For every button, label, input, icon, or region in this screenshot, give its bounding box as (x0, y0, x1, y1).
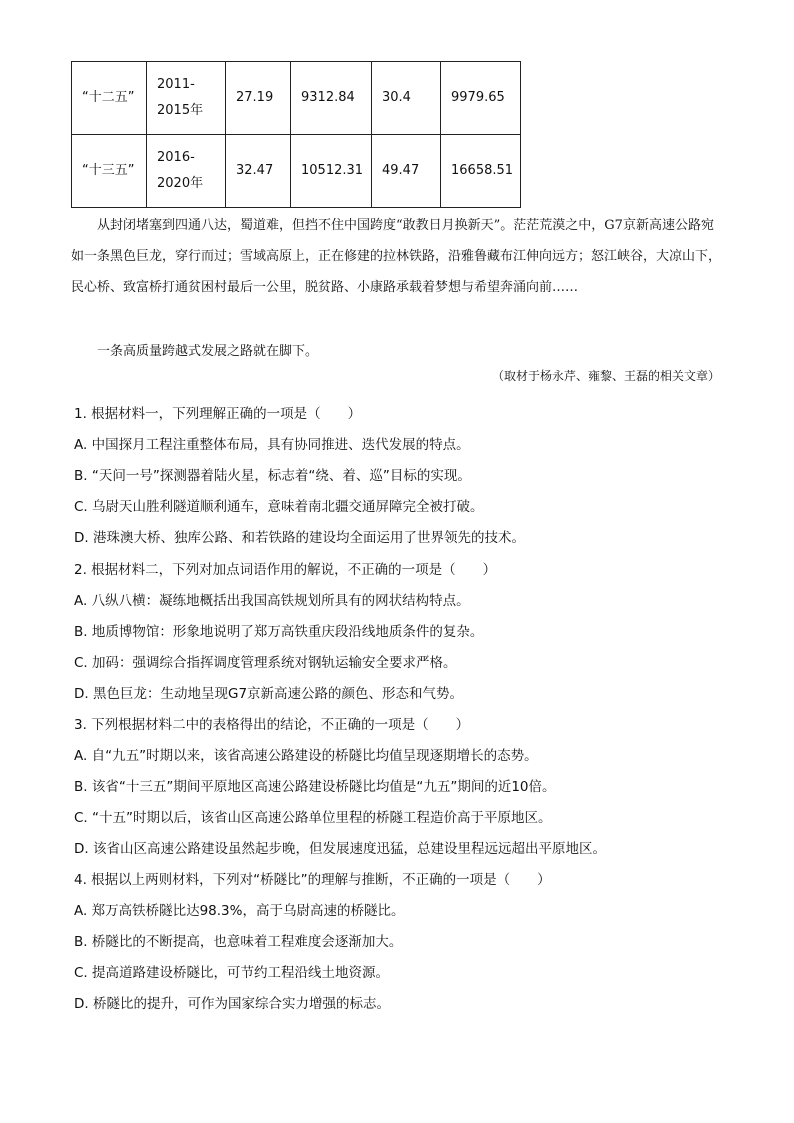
answer-option[interactable]: A. 中国探月工程注重整体布局，具有协同推进、迭代发展的特点。 (74, 437, 470, 453)
table-cell: 27.19 (226, 62, 291, 135)
answer-option[interactable]: A. 自“九五”时期以来，该省高速公路建设的桥隧比均值呈现逐期增长的态势。 (74, 748, 538, 764)
table-cell: “十二五” (72, 62, 147, 135)
table-cell: “十三五” (72, 135, 147, 208)
question-stem: 4. 根据以上两则材料，下列对“桥隧比”的理解与推断，不正确的一项是（ ） (74, 872, 551, 888)
question-stem: 2. 根据材料二，下列对加点词语作用的解说，不正确的一项是（ ） (74, 562, 497, 578)
table-cell: 16658.51 (441, 135, 521, 208)
table-cell: 32.47 (226, 135, 291, 208)
table-cell: 10512.31 (291, 135, 372, 208)
table-cell: 2016-2020年 (147, 135, 226, 208)
data-table (71, 61, 521, 208)
table-row (72, 62, 521, 135)
answer-option[interactable]: D. 黑色巨龙：生动地呈现G7京新高速公路的颜色、形态和气势。 (74, 686, 464, 702)
answer-option[interactable]: B. 桥隧比的不断提高，也意味着工程难度会逐渐加大。 (74, 934, 403, 950)
answer-option[interactable]: C. 加码：强调综合指挥调度管理系统对钢轨运输安全要求严格。 (74, 655, 457, 671)
table-cell: 9979.65 (441, 62, 521, 135)
answer-option[interactable]: C. “十五”时期以后，该省山区高速公路单位里程的桥隧工程造价高于平原地区。 (74, 810, 552, 826)
source-citation: （取材于杨永芹、雍黎、王磊的相关文章） (491, 369, 720, 383)
passage-paragraph: 一条高质量跨越式发展之路就在脚下。 (97, 344, 319, 359)
answer-option[interactable]: D. 港珠澳大桥、独库公路、和若铁路的建设均全面运用了世界领先的技术。 (74, 530, 525, 546)
table-row (72, 135, 521, 208)
answer-option[interactable]: C. 提高道路建设桥隧比，可节约工程沿线土地资源。 (74, 965, 390, 981)
question-stem: 1. 根据材料一，下列理解正确的一项是（ ） (74, 406, 362, 422)
question-stem: 3. 下列根据材料二中的表格得出的结论，不正确的一项是（ ） (74, 717, 470, 733)
answer-option[interactable]: C. 乌尉天山胜利隧道顺利通车，意味着南北疆交通屏障完全被打破。 (74, 499, 484, 515)
table-cell: 9312.84 (291, 62, 372, 135)
table-cell: 2011-2015年 (147, 62, 226, 135)
answer-option[interactable]: D. 桥隧比的提升，可作为国家综合实力增强的标志。 (74, 996, 390, 1012)
answer-option[interactable]: B. “天问一号”探测器着陆火星，标志着“绕、着、巡”目标的实现。 (74, 468, 471, 484)
answer-option[interactable]: A. 郑万高铁桥隧比达98.3%，高于乌尉高速的桥隧比。 (74, 903, 405, 919)
answer-option[interactable]: A. 八纵八横：凝练地概括出我国高铁规划所具有的网状结构特点。 (74, 593, 470, 609)
answer-option[interactable]: B. 地质博物馆：形象地说明了郑万高铁重庆段沿线地质条件的复杂。 (74, 624, 484, 640)
passage-paragraph: 从封闭堵塞到四通八达，蜀道难，但挡不住中国跨度“敢教日月换新天”。茫茫荒漠之中，G7京新高速公路宛如一条黑色巨龙，穿行而过；雪域高原上，正在修建的拉林铁路，沿雅鲁藏布江伸向远方；怒江峡谷，大凉山下，民心桥、致富桥打通贫困村最后一公里，脱贫路、小康路承载着梦想与希望奔涌向前…… (71, 218, 722, 295)
table-cell: 49.47 (372, 135, 441, 208)
table-cell: 30.4 (372, 62, 441, 135)
answer-option[interactable]: B. 该省“十三五”期间平原地区高速公路建设桥隧比均值是“九五”期间的近10倍。 (74, 779, 556, 795)
answer-option[interactable]: D. 该省山区高速公路建设虽然起步晚，但发展速度迅猛，总建设里程远远超出平原地区。 (74, 841, 606, 857)
